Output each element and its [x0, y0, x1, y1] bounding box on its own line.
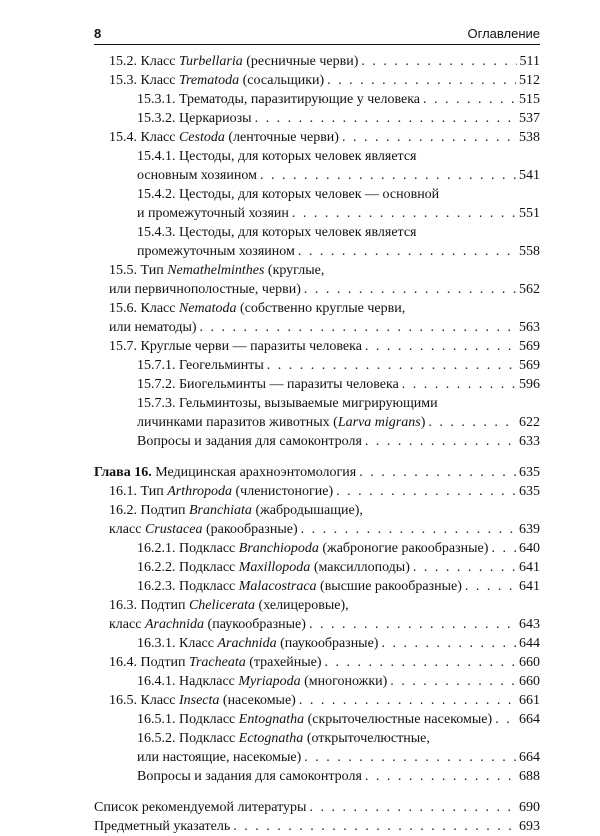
toc-entry-line — [109, 691, 519, 710]
toc-entry[interactable] — [94, 52, 540, 71]
toc-entry-text — [137, 204, 289, 223]
dot-leader — [301, 520, 516, 539]
toc-entry-text — [137, 729, 430, 748]
dot-leader — [292, 204, 516, 223]
toc-page-number: 551 — [519, 206, 540, 221]
toc-text-segment: 15.7.2. Биогельминты — паразиты человека — [137, 377, 399, 392]
toc-entry[interactable] — [94, 299, 540, 337]
toc-text-segment: 16.1. Тип — [109, 484, 168, 499]
dot-leader — [304, 748, 516, 767]
toc-page-number: 569 — [519, 358, 540, 373]
toc-text-segment: 16.5. Класс — [109, 693, 179, 708]
toc-text-segment: (открыточелюстные, — [303, 731, 430, 746]
toc-entry-line — [109, 337, 519, 356]
toc-text-segment: (ресничные черви) — [242, 54, 359, 69]
toc-entry-line — [109, 71, 519, 90]
toc-page-number: 635 — [519, 484, 540, 499]
toc-text-segment: 15.2. Класс — [109, 54, 179, 69]
toc-entry-line — [137, 185, 519, 204]
toc-text-segment: (паукообразные) — [204, 617, 306, 632]
toc-entry-line — [137, 748, 519, 767]
toc-page-number: 644 — [519, 636, 540, 651]
toc-entry[interactable] — [94, 463, 540, 482]
toc-entry-text — [137, 356, 264, 375]
toc-page-number: 596 — [519, 377, 540, 392]
toc-text-segment: (жаброногие ракообразные) — [318, 541, 489, 556]
toc-entry[interactable] — [94, 482, 540, 501]
toc-entry[interactable] — [94, 729, 540, 767]
toc-page-number: 558 — [519, 244, 540, 259]
toc-entry-line — [137, 729, 519, 748]
toc-text-segment: (ленточные черви) — [224, 130, 339, 145]
toc-entry-line — [137, 672, 519, 691]
dot-leader — [260, 166, 516, 185]
toc-text-segment: основным хозяином — [137, 168, 257, 183]
dot-leader — [342, 128, 516, 147]
toc-entry-text — [137, 242, 295, 261]
dot-leader — [495, 710, 516, 729]
toc-entry-text — [109, 520, 298, 539]
toc-entry-text — [109, 261, 324, 280]
toc-page-number: 640 — [519, 541, 540, 556]
toc-page-number: 661 — [519, 693, 540, 708]
dot-leader — [361, 52, 516, 71]
toc-entry-line — [109, 653, 519, 672]
toc-entry[interactable] — [94, 634, 540, 653]
latin-term: Cestoda — [178, 130, 225, 145]
page-number: 8 — [94, 26, 102, 41]
toc-text-segment: 16.2.2. Подкласс — [137, 560, 239, 575]
toc-text-segment: Предметный указатель — [94, 819, 231, 834]
toc-entry-line — [137, 356, 519, 375]
toc-entry-text — [109, 596, 349, 615]
dot-leader — [428, 413, 516, 432]
dot-leader — [325, 653, 516, 672]
toc-page-number: 563 — [519, 320, 540, 335]
toc-entry[interactable] — [94, 432, 540, 451]
toc-entry[interactable] — [94, 558, 540, 577]
toc-text-segment: Вопросы и задания для самоконтроля — [137, 769, 362, 784]
toc-text-segment: 16.4.1. Надкласс — [137, 674, 239, 689]
toc-entry-text — [109, 299, 405, 318]
toc-entry[interactable] — [94, 596, 540, 634]
toc-entry-text — [137, 748, 301, 767]
toc-entry[interactable] — [94, 223, 540, 261]
toc-text-segment: или нематоды) — [109, 320, 197, 335]
chapter-label: Глава 16. — [94, 465, 152, 480]
toc-entry-line — [137, 109, 519, 128]
toc-text-segment: или настоящие, насекомые) — [137, 750, 302, 765]
latin-term: Nemathelminthes — [167, 263, 265, 278]
toc-entry-line — [109, 520, 519, 539]
dot-leader — [304, 280, 516, 299]
toc-text-segment: 15.7. Круглые черви — паразиты человека — [109, 339, 362, 354]
toc-entry-text — [109, 653, 322, 672]
toc-text-segment: (сосальщики) — [239, 73, 325, 88]
latin-term: Nematoda — [178, 301, 237, 316]
toc-text-segment: или первичнополостные, черви) — [109, 282, 301, 297]
toc-entry-line — [109, 596, 519, 615]
toc-text-segment: 15.4.2. Цестоды, для которых человек — основной — [137, 187, 440, 202]
toc-text-segment: Список рекомендуемой литературы — [94, 800, 307, 815]
toc-text-segment: 15.4.3. Цестоды, для которых человек является — [137, 225, 417, 240]
toc-page-number: 512 — [519, 73, 540, 88]
dot-leader — [267, 356, 516, 375]
toc-text-segment: 15.4. Класс — [109, 130, 179, 145]
toc-text-segment: 16.3. Подтип — [109, 598, 189, 613]
toc-text-segment: 16.2.1. Подкласс — [137, 541, 239, 556]
toc-entry[interactable] — [94, 128, 540, 147]
toc-text-segment: промежуточным хозяином — [137, 244, 295, 259]
toc-text-segment: (высшие ракообразные) — [316, 579, 462, 594]
toc-entry-text — [109, 691, 296, 710]
latin-term: Myriapoda — [238, 674, 301, 689]
toc-text-segment: Медицинская арахноэнтомология — [151, 465, 357, 480]
toc-entry[interactable] — [94, 185, 540, 223]
toc-entry-line — [137, 577, 519, 596]
toc-page-number: 660 — [519, 655, 540, 670]
toc-entry-line — [94, 798, 519, 817]
toc-entry-line — [137, 166, 519, 185]
dot-leader — [381, 634, 516, 653]
toc-text-segment: (членистоногие) — [232, 484, 334, 499]
toc-entry[interactable] — [94, 501, 540, 539]
dot-leader — [255, 109, 516, 128]
dot-leader — [336, 482, 516, 501]
dot-leader — [298, 242, 516, 261]
latin-term: Larva migrans — [337, 415, 421, 430]
latin-term: Malacostraca — [238, 579, 317, 594]
toc-entry-line — [137, 539, 519, 558]
toc-entry[interactable] — [94, 710, 540, 729]
toc-entry[interactable] — [94, 767, 540, 786]
toc-page-number: 515 — [519, 92, 540, 107]
toc-text-segment: (жабродышащие), — [251, 503, 363, 518]
toc-text-segment: (собственно круглые черви, — [236, 301, 406, 316]
toc-entry-text — [137, 147, 416, 166]
latin-term: Arachnida — [144, 617, 205, 632]
toc-entry-text — [137, 672, 387, 691]
toc-entry-line — [137, 147, 519, 166]
toc-page-number: 641 — [519, 579, 540, 594]
toc-entry[interactable] — [94, 261, 540, 299]
toc-text-segment: (круглые, — [264, 263, 325, 278]
dot-leader — [200, 318, 516, 337]
toc-text-segment: 15.6. Класс — [109, 301, 179, 316]
dot-leader — [413, 558, 516, 577]
running-title: Оглавление — [467, 26, 540, 41]
toc-page-number: 639 — [519, 522, 540, 537]
toc-entry-line — [109, 615, 519, 634]
dot-leader — [327, 71, 516, 90]
toc-text-segment: (насекомые) — [219, 693, 296, 708]
toc-entry-text — [137, 375, 399, 394]
toc-entry-text — [137, 166, 257, 185]
toc-page-number: 622 — [519, 415, 540, 430]
toc-entry-text — [137, 710, 492, 729]
toc-entry-line — [94, 463, 519, 482]
toc-entry-text — [137, 577, 462, 596]
toc-text-segment: 16.4. Подтип — [109, 655, 189, 670]
toc-entry-text — [109, 615, 306, 634]
toc-entry[interactable] — [94, 577, 540, 596]
toc-entry-text — [109, 280, 301, 299]
toc-entry[interactable] — [94, 672, 540, 691]
toc-entry-text — [137, 432, 362, 451]
toc-page-number: 569 — [519, 339, 540, 354]
toc-entry[interactable] — [94, 375, 540, 394]
toc-page-number: 693 — [519, 819, 540, 834]
toc-entry[interactable] — [94, 394, 540, 432]
toc-text-segment: 15.4.1. Цестоды, для которых человек является — [137, 149, 417, 164]
latin-term: Entognatha — [238, 712, 305, 727]
toc-text-segment: 15.7.1. Геогельминты — [137, 358, 264, 373]
toc-entry-line — [137, 223, 519, 242]
toc-entry-text — [109, 128, 339, 147]
toc-entry[interactable] — [94, 691, 540, 710]
latin-term: Trematoda — [178, 73, 240, 88]
toc-entry-text — [94, 817, 230, 836]
toc-entry-text — [109, 482, 333, 501]
toc-text-segment: 15.3.1. Трематоды, паразитирующие у человека — [137, 92, 421, 107]
toc-entry-text — [109, 337, 362, 356]
toc-entry-line — [137, 634, 519, 653]
toc-page-number: 690 — [519, 800, 540, 815]
toc-entry-line — [109, 482, 519, 501]
toc-page-number: 688 — [519, 769, 540, 784]
toc-entry-line — [109, 261, 519, 280]
latin-term: Arthropoda — [167, 484, 233, 499]
toc-page-number: 538 — [519, 130, 540, 145]
toc-text-segment: (многоножки) — [300, 674, 388, 689]
toc-text-segment: (максиллоподы) — [310, 560, 410, 575]
toc-entry-text — [137, 185, 439, 204]
toc-text-segment: 15.3.2. Церкариозы — [137, 111, 252, 126]
toc-entry-line — [137, 90, 519, 109]
toc-entry[interactable] — [94, 539, 540, 558]
latin-term: Turbellaria — [178, 54, 243, 69]
toc-text-segment: (хелицеровые), — [255, 598, 349, 613]
dot-leader — [402, 375, 516, 394]
toc-entry[interactable] — [94, 798, 540, 817]
toc-entry[interactable] — [94, 147, 540, 185]
dot-leader — [465, 577, 516, 596]
toc-entry[interactable] — [94, 356, 540, 375]
toc-entry-text — [109, 318, 197, 337]
toc-text-segment: личинками паразитов животных ( — [137, 415, 338, 430]
toc-text-segment: 16.2.3. Подкласс — [137, 579, 239, 594]
toc-page-number: 635 — [519, 465, 540, 480]
toc-entry-text — [137, 223, 416, 242]
toc-entry-text — [137, 413, 425, 432]
header-rule — [94, 44, 540, 45]
toc-page-number: 562 — [519, 282, 540, 297]
toc-text-segment: 16.2. Подтип — [109, 503, 189, 518]
toc-entry-text — [137, 634, 378, 653]
toc-text-segment: (скрыточелюстные насекомые) — [304, 712, 493, 727]
toc-text-segment: (паукообразные) — [276, 636, 379, 651]
toc-entry-line — [109, 318, 519, 337]
toc-text-segment: 16.5.1. Подкласс — [137, 712, 239, 727]
toc-entry[interactable] — [94, 71, 540, 90]
latin-term: Branchiopoda — [238, 541, 319, 556]
toc-entry[interactable] — [94, 653, 540, 672]
toc-entry-text — [137, 90, 420, 109]
toc-page-number: 511 — [519, 54, 540, 69]
toc-entry-text — [94, 463, 356, 482]
dot-leader — [233, 817, 516, 836]
page-header — [94, 24, 540, 46]
toc-text-segment: ) — [420, 415, 426, 430]
toc-entry[interactable] — [94, 90, 540, 109]
toc-entry-line — [137, 394, 519, 413]
dot-leader — [365, 432, 516, 451]
dot-leader — [423, 90, 516, 109]
toc-page-number: 537 — [519, 111, 540, 126]
toc-entry-line — [109, 128, 519, 147]
toc-text-segment: 16.3.1. Класс — [137, 636, 218, 651]
toc-page-number: 633 — [519, 434, 540, 449]
toc-text-segment: 15.7.3. Гельминтозы, вызываемые мигрирующими — [137, 396, 438, 411]
toc-text-segment: (трахейные) — [245, 655, 322, 670]
toc-entry-line — [94, 817, 519, 836]
toc-text-segment: класс — [109, 522, 145, 537]
dot-leader — [359, 463, 516, 482]
toc-entry-line — [137, 242, 519, 261]
toc-entry-text — [137, 539, 488, 558]
latin-term: Branchiata — [188, 503, 252, 518]
toc-entry[interactable] — [94, 109, 540, 128]
toc-text-segment: 16.5.2. Подкласс — [137, 731, 239, 746]
toc-entry-text — [137, 394, 438, 413]
latin-term: Arachnida — [217, 636, 277, 651]
toc-entry-line — [109, 299, 519, 318]
latin-term: Maxillopoda — [238, 560, 311, 575]
latin-term: Tracheata — [188, 655, 246, 670]
toc-entry[interactable] — [94, 817, 540, 836]
latin-term: Ectognatha — [238, 731, 304, 746]
toc-entry-line — [109, 52, 520, 71]
latin-term: Chelicerata — [188, 598, 256, 613]
toc-page-number: 643 — [519, 617, 540, 632]
table-of-contents — [94, 52, 540, 836]
toc-entry-text — [109, 52, 358, 71]
toc-entry-text — [137, 558, 410, 577]
toc-entry-line — [137, 413, 519, 432]
toc-page-number: 664 — [519, 750, 540, 765]
toc-entry[interactable] — [94, 337, 540, 356]
toc-text-segment: (ракообразные) — [202, 522, 298, 537]
dot-leader — [390, 672, 516, 691]
toc-entry-line — [137, 558, 519, 577]
toc-entry-line — [109, 501, 519, 520]
toc-page-number: 641 — [519, 560, 540, 575]
toc-page-number: 664 — [519, 712, 540, 727]
latin-term: Insecta — [178, 693, 220, 708]
toc-entry-line — [137, 375, 519, 394]
toc-text-segment: 15.5. Тип — [109, 263, 168, 278]
toc-text-segment: и промежуточный хозяин — [137, 206, 289, 221]
dot-leader — [365, 337, 516, 356]
toc-text-segment: класс — [109, 617, 145, 632]
toc-entry-line — [137, 710, 519, 729]
toc-entry-text — [137, 767, 362, 786]
toc-entry-text — [137, 109, 252, 128]
dot-leader — [299, 691, 516, 710]
dot-leader — [491, 539, 516, 558]
toc-text-segment: 15.3. Класс — [109, 73, 179, 88]
latin-term: Crustacea — [144, 522, 203, 537]
toc-entry-text — [109, 501, 363, 520]
toc-text-segment: Вопросы и задания для самоконтроля — [137, 434, 362, 449]
toc-entry-line — [137, 432, 519, 451]
toc-page-number: 541 — [519, 168, 540, 183]
toc-entry-line — [137, 204, 519, 223]
toc-entry-line — [109, 280, 519, 299]
dot-leader — [309, 615, 516, 634]
toc-entry-line — [137, 767, 519, 786]
toc-entry-text — [109, 71, 324, 90]
dot-leader — [365, 767, 516, 786]
dot-leader — [309, 798, 516, 817]
toc-page-number: 660 — [519, 674, 540, 689]
toc-entry-text — [94, 798, 306, 817]
